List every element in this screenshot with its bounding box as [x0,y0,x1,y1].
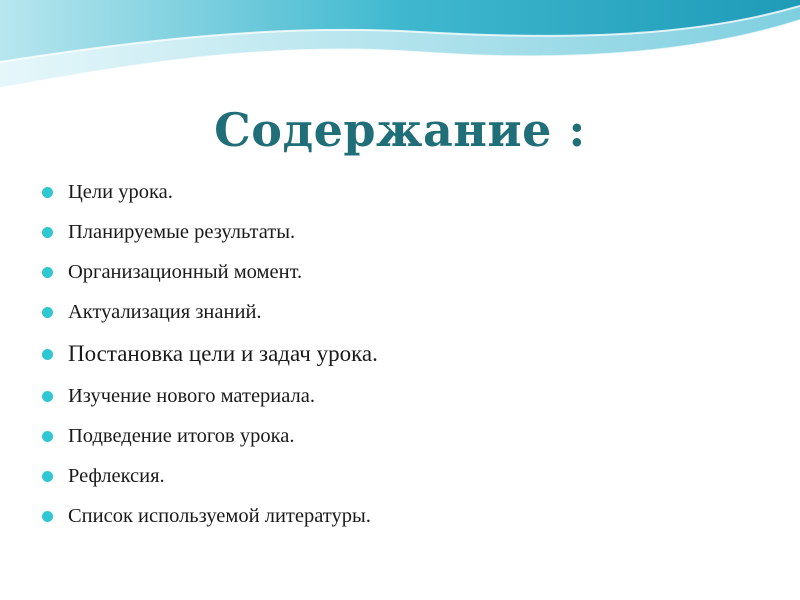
list-item-label: Рефлексия. [68,464,165,487]
bullet-dot-icon [42,227,53,238]
contents-list [42,172,378,536]
bullet-dot-icon [42,471,53,482]
list-item [42,496,378,536]
list-item-label: Планируемые результаты. [68,220,296,243]
bullet-dot-icon [42,187,53,198]
list-item-label: Цели урока. [68,180,173,203]
list-item-label: Организационный момент. [68,260,303,283]
bullet-dot-icon [42,267,53,278]
bullet-dot-icon [42,511,53,522]
header-wave-decoration [0,0,800,100]
list-item-label: Список используемой литературы. [68,504,371,527]
list-item-label: Подведение итогов урока. [68,424,295,447]
list-item [42,172,378,212]
bullet-dot-icon [42,307,53,318]
list-item-label: Постановка цели и задач урока. [68,341,378,366]
list-item [42,252,378,292]
list-item [42,416,378,456]
list-item [42,212,378,252]
list-item-label: Актуализация знаний. [68,300,262,323]
slide-title: Содержание : [214,103,586,157]
list-item [42,376,378,416]
list-item-label: Изучение нового материала. [68,384,315,407]
list-item [42,332,378,376]
list-item [42,456,378,496]
bullet-dot-icon [42,391,53,402]
list-item [42,292,378,332]
bullet-dot-icon [42,431,53,442]
bullet-dot-icon [42,349,53,360]
